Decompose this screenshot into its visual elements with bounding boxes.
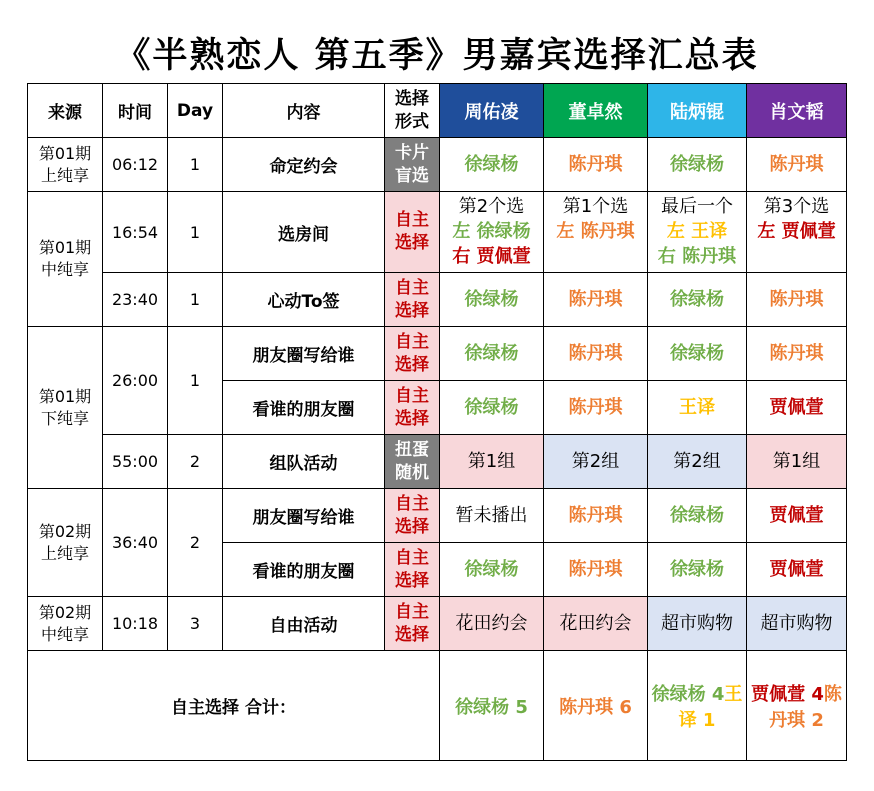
table-row <box>28 273 847 327</box>
source-cell: 第01期 上纯享 <box>28 138 103 192</box>
time-cell: 23:40 <box>103 273 168 327</box>
table-row <box>28 192 847 273</box>
form-cell: 自主 选择 <box>385 381 440 435</box>
time-cell: 16:54 <box>103 192 168 273</box>
choice-cell: 贾佩萱 <box>747 381 847 435</box>
total-cell: 贾佩萱 4陈丹琪 2 <box>747 651 847 761</box>
page-title: 《半熟恋人 第五季》男嘉宾选择汇总表 <box>115 36 759 76</box>
form-cell: 自主 选择 <box>385 327 440 381</box>
source-cell: 第01期 下纯享 <box>28 327 103 489</box>
choice-cell: 陈丹琪 <box>544 489 648 543</box>
group-cell: 第1组 <box>440 435 544 489</box>
source-cell: 第01期 中纯享 <box>28 192 103 327</box>
group-cell: 第1组 <box>747 435 847 489</box>
content-cell: 心动To签 <box>223 273 385 327</box>
form-cell: 自主 选择 <box>385 192 440 273</box>
choice-cell: 陈丹琪 <box>544 327 648 381</box>
choice-cell: 徐绿杨 <box>648 273 747 327</box>
activity-cell: 花田约会 <box>440 597 544 651</box>
activity-cell: 花田约会 <box>544 597 648 651</box>
choice-cell: 陈丹琪 <box>747 138 847 192</box>
group-cell: 第2组 <box>648 435 747 489</box>
choice-cell: 第2个选 左 徐绿杨 右 贾佩萱 <box>440 192 544 273</box>
choice-cell: 徐绿杨 <box>440 273 544 327</box>
choice-cell: 徐绿杨 <box>648 543 747 597</box>
choice-cell: 徐绿杨 <box>648 138 747 192</box>
table-row <box>28 327 847 381</box>
source-cell: 第02期 中纯享 <box>28 597 103 651</box>
choice-cell: 徐绿杨 <box>440 543 544 597</box>
header-form: 选择 形式 <box>385 84 440 138</box>
source-cell: 第02期 上纯享 <box>28 489 103 597</box>
choice-cell: 第1个选 左 陈丹琪 <box>544 192 648 273</box>
form-cell: 自主 选择 <box>385 543 440 597</box>
form-cell: 自主 选择 <box>385 597 440 651</box>
selection-table <box>27 83 847 761</box>
choice-cell: 徐绿杨 <box>440 138 544 192</box>
day-cell: 1 <box>168 273 223 327</box>
choice-cell: 陈丹琪 <box>747 327 847 381</box>
choice-cell: 王译 <box>648 381 747 435</box>
total-cell: 徐绿杨 4王译 1 <box>648 651 747 761</box>
day-cell: 2 <box>168 435 223 489</box>
form-cell: 自主 选择 <box>385 489 440 543</box>
day-cell: 1 <box>168 192 223 273</box>
time-cell: 55:00 <box>103 435 168 489</box>
header-man-lu: 陆炳锟 <box>648 84 747 138</box>
content-cell: 自由活动 <box>223 597 385 651</box>
content-cell: 朋友圈写给谁 <box>223 327 385 381</box>
time-cell: 26:00 <box>103 327 168 435</box>
choice-cell: 陈丹琪 <box>544 381 648 435</box>
day-cell: 3 <box>168 597 223 651</box>
table-row <box>28 489 847 543</box>
group-cell: 第2组 <box>544 435 648 489</box>
content-cell: 组队活动 <box>223 435 385 489</box>
content-cell: 看谁的朋友圈 <box>223 543 385 597</box>
table-row <box>28 435 847 489</box>
day-cell: 1 <box>168 327 223 435</box>
header-day: Day <box>168 84 223 138</box>
total-row <box>28 651 847 761</box>
table-row <box>28 597 847 651</box>
day-cell: 1 <box>168 138 223 192</box>
choice-cell: 徐绿杨 <box>648 489 747 543</box>
choice-cell: 徐绿杨 <box>440 327 544 381</box>
form-cell: 自主 选择 <box>385 273 440 327</box>
header-man-xiao: 肖文韬 <box>747 84 847 138</box>
form-cell: 卡片 盲选 <box>385 138 440 192</box>
header-man-dong: 董卓然 <box>544 84 648 138</box>
content-cell: 选房间 <box>223 192 385 273</box>
total-cell: 陈丹琪 6 <box>544 651 648 761</box>
total-cell: 徐绿杨 5 <box>440 651 544 761</box>
activity-cell: 超市购物 <box>648 597 747 651</box>
header-time: 时间 <box>103 84 168 138</box>
time-cell: 36:40 <box>103 489 168 597</box>
choice-cell: 徐绿杨 <box>648 327 747 381</box>
day-cell: 2 <box>168 489 223 597</box>
choice-cell: 陈丹琪 <box>544 273 648 327</box>
choice-cell: 贾佩萱 <box>747 489 847 543</box>
form-cell: 扭蛋 随机 <box>385 435 440 489</box>
time-cell: 10:18 <box>103 597 168 651</box>
content-cell: 看谁的朋友圈 <box>223 381 385 435</box>
header-source: 来源 <box>28 84 103 138</box>
choice-cell: 最后一个 左 王译 右 陈丹琪 <box>648 192 747 273</box>
table-row <box>28 138 847 192</box>
activity-cell: 超市购物 <box>747 597 847 651</box>
choice-cell: 陈丹琪 <box>747 273 847 327</box>
choice-cell: 陈丹琪 <box>544 138 648 192</box>
content-cell: 命定约会 <box>223 138 385 192</box>
choice-cell: 第3个选 左 贾佩萱 <box>747 192 847 273</box>
choice-cell: 贾佩萱 <box>747 543 847 597</box>
choice-cell: 暂未播出 <box>440 489 544 543</box>
choice-cell: 徐绿杨 <box>440 381 544 435</box>
choice-cell: 陈丹琪 <box>544 543 648 597</box>
header-row <box>28 84 847 138</box>
time-cell: 06:12 <box>103 138 168 192</box>
header-content: 内容 <box>223 84 385 138</box>
header-man-zhou: 周佑凌 <box>440 84 544 138</box>
content-cell: 朋友圈写给谁 <box>223 489 385 543</box>
total-label: 自主选择 合计： <box>28 651 440 761</box>
